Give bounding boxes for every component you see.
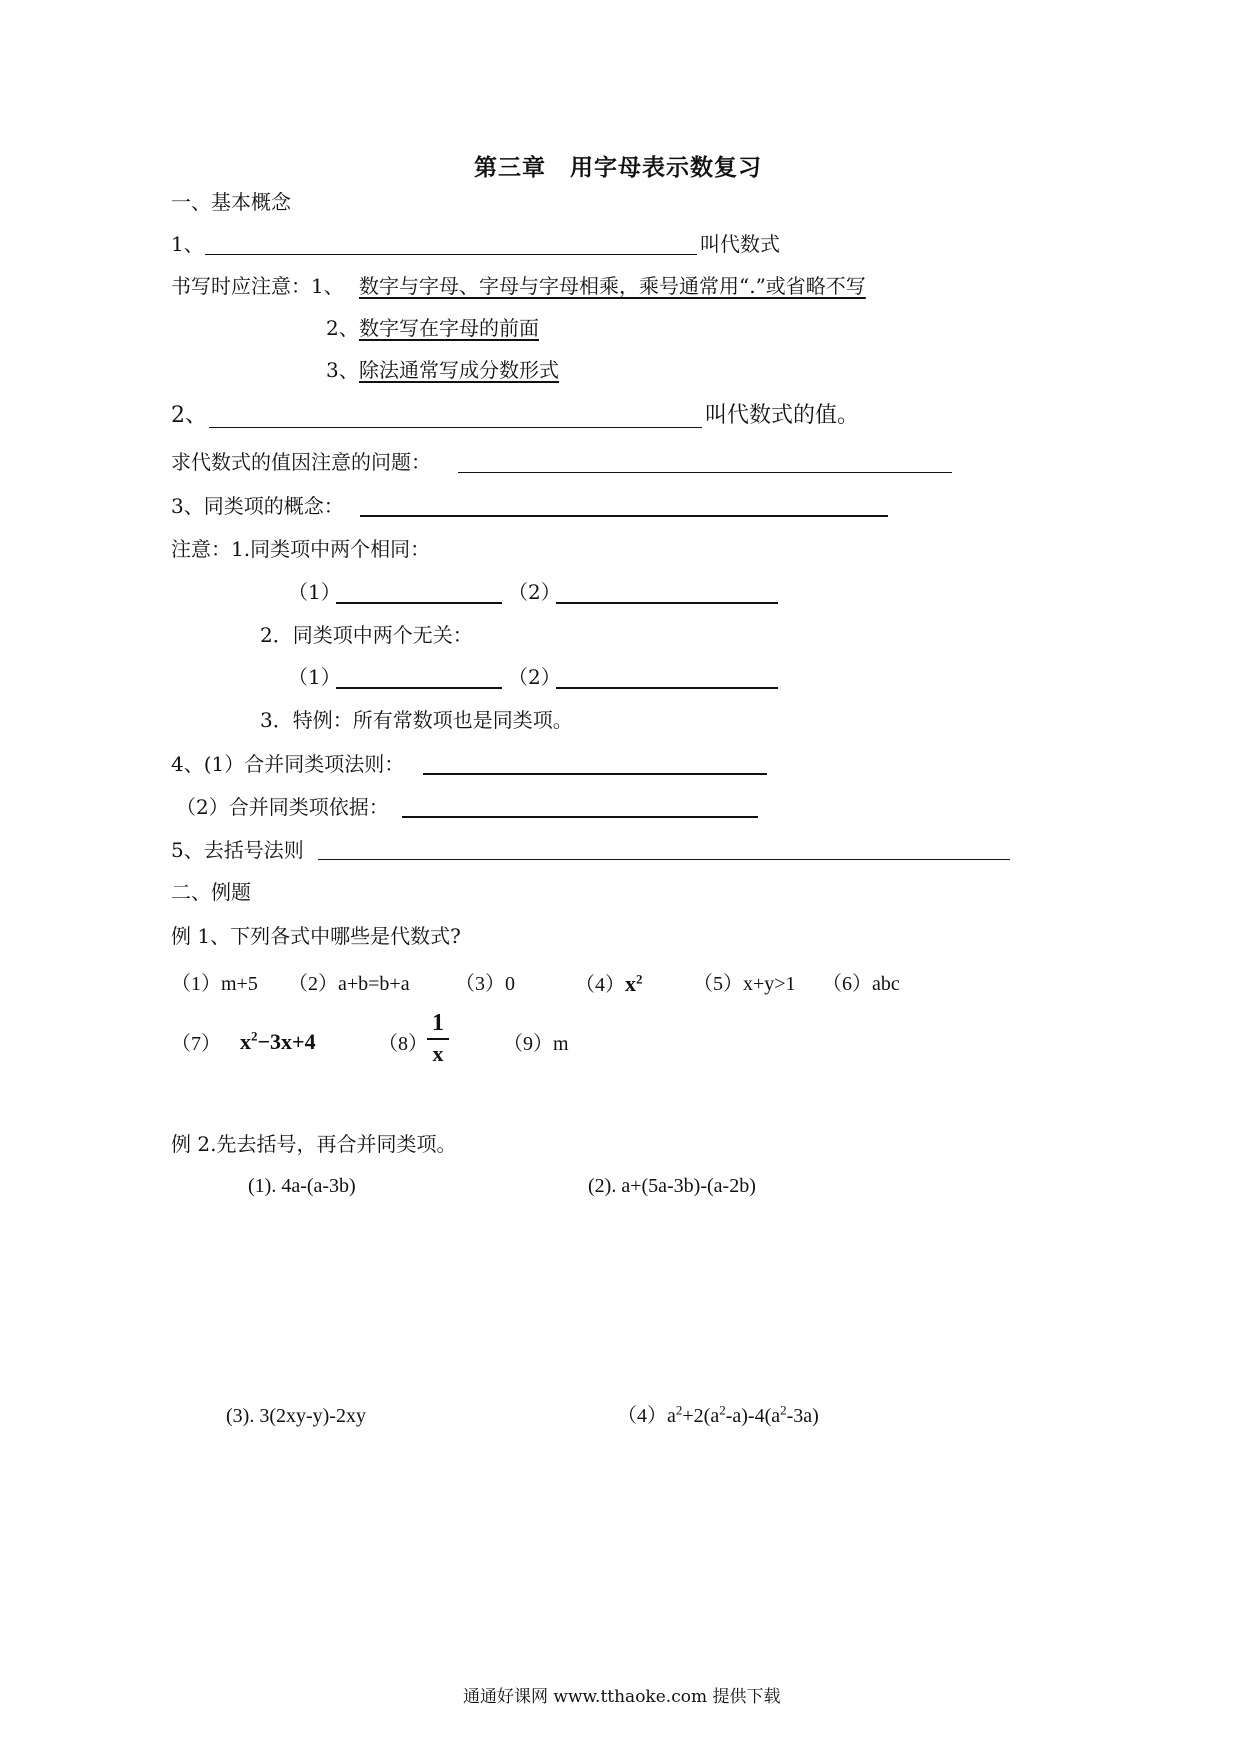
example1-opt7-exp: 2 — [251, 1028, 258, 1044]
example1-opt7-label: （7） — [171, 1033, 221, 1055]
fraction-numerator: 1 — [432, 1010, 444, 1036]
value-note: 求代数式的值因注意的问题： — [171, 450, 431, 474]
example2-p3: (3). 3(2xy-y)-2xy — [226, 1405, 366, 1427]
section-heading-concepts: 一、基本概念 — [171, 190, 291, 214]
note-lead: 注意：1.同类项中两个相同： — [171, 537, 431, 561]
example1-opt8-fraction — [427, 1010, 449, 1066]
writing-note-point1: 数字与字母、字母与字母相乘，乘号通常用“.”或省略不写 — [359, 274, 866, 298]
note-c2-blank[interactable] — [556, 687, 778, 689]
writing-note-p2-num: 2、 — [326, 316, 359, 340]
item4a-label: 4、(1）合并同类项法则： — [171, 752, 405, 776]
example1-opt3: （3）0 — [455, 973, 515, 995]
note-b1-label: （1） — [288, 580, 341, 604]
writing-note-point2: 数字写在字母的前面 — [359, 316, 539, 340]
item2-blank[interactable] — [209, 427, 702, 428]
p4-exp-3: 2 — [780, 1402, 787, 1418]
note-c2-label: （2） — [508, 665, 561, 689]
p4-exp-1: 2 — [675, 1402, 683, 1418]
page-footer: 通通好课网 www.tthaoke.com 提供下载 — [463, 1687, 781, 1707]
item4a-blank[interactable] — [423, 773, 767, 775]
p4-part-b: +2(a — [682, 1405, 720, 1427]
example1-opt9: （9）m — [503, 1033, 569, 1055]
example1-opt7-expr — [240, 1030, 316, 1054]
writing-note-p3-num: 3、 — [326, 358, 359, 382]
note-c1-label: （1） — [288, 665, 341, 689]
example1-opt2: （2）a+b=b+a — [288, 973, 410, 995]
item5-blank[interactable] — [318, 859, 1010, 860]
example1-opt4-exp: 2 — [636, 971, 643, 987]
section-heading-examples: 二、例题 — [171, 880, 251, 904]
item3-blank[interactable] — [360, 515, 888, 517]
example1-opt5: （5）x+y>1 — [693, 973, 796, 995]
example2-p4 — [617, 1404, 819, 1428]
item2-number: 2、 — [171, 403, 207, 428]
p4-part-a: （4）a — [617, 1405, 676, 1427]
example1-opt4 — [575, 972, 643, 997]
example1-opt4-base: x — [625, 971, 636, 996]
note-b1-blank[interactable] — [336, 602, 502, 604]
note-b2-label: （2） — [508, 580, 561, 604]
item4b-blank[interactable] — [402, 816, 758, 818]
example1-opt8-label: （8） — [378, 1033, 428, 1055]
p4-part-d: -3a) — [786, 1405, 819, 1427]
value-note-blank[interactable] — [458, 472, 952, 473]
example1-question: 例 1、下列各式中哪些是代数式? — [171, 924, 461, 948]
example2-question: 例 2.先去括号，再合并同类项。 — [171, 1132, 457, 1156]
note-line2: 2．同类项中两个无关： — [260, 623, 473, 647]
example2-p1: (1). 4a-(a-3b) — [248, 1175, 356, 1197]
note-line3: 3．特例：所有常数项也是同类项。 — [260, 708, 573, 732]
fraction-denominator: x — [432, 1041, 444, 1066]
example1-opt6: （6）abc — [822, 973, 900, 995]
example1-opt7-rest: −3x+4 — [257, 1029, 316, 1054]
item4b-label: （2）合并同类项依据： — [176, 795, 389, 819]
item5-label: 5、去括号法则 — [171, 838, 304, 862]
item1-number: 1、 — [171, 232, 204, 256]
item2-suffix: 叫代数式的值。 — [705, 403, 860, 428]
p4-part-c: -a)-4(a — [725, 1405, 781, 1427]
item3-label: 3、同类项的概念： — [171, 494, 344, 518]
example1-opt4-label: （4） — [575, 974, 625, 996]
writing-note-lead: 书写时应注意：1、 — [171, 274, 344, 298]
example2-p2: (2). a+(5a-3b)-(a-2b) — [588, 1175, 756, 1197]
fraction-bar — [427, 1038, 449, 1040]
note-b2-blank[interactable] — [556, 602, 778, 604]
item1-blank[interactable] — [205, 254, 697, 255]
example1-opt7-base: x — [240, 1029, 251, 1054]
page-title: 第三章 用字母表示数复习 — [474, 154, 762, 181]
writing-note-point3: 除法通常写成分数形式 — [359, 358, 559, 382]
p4-exp-2: 2 — [719, 1402, 726, 1418]
note-c1-blank[interactable] — [336, 687, 502, 689]
item1-suffix: 叫代数式 — [700, 232, 780, 256]
example1-opt1: （1）m+5 — [171, 973, 258, 995]
